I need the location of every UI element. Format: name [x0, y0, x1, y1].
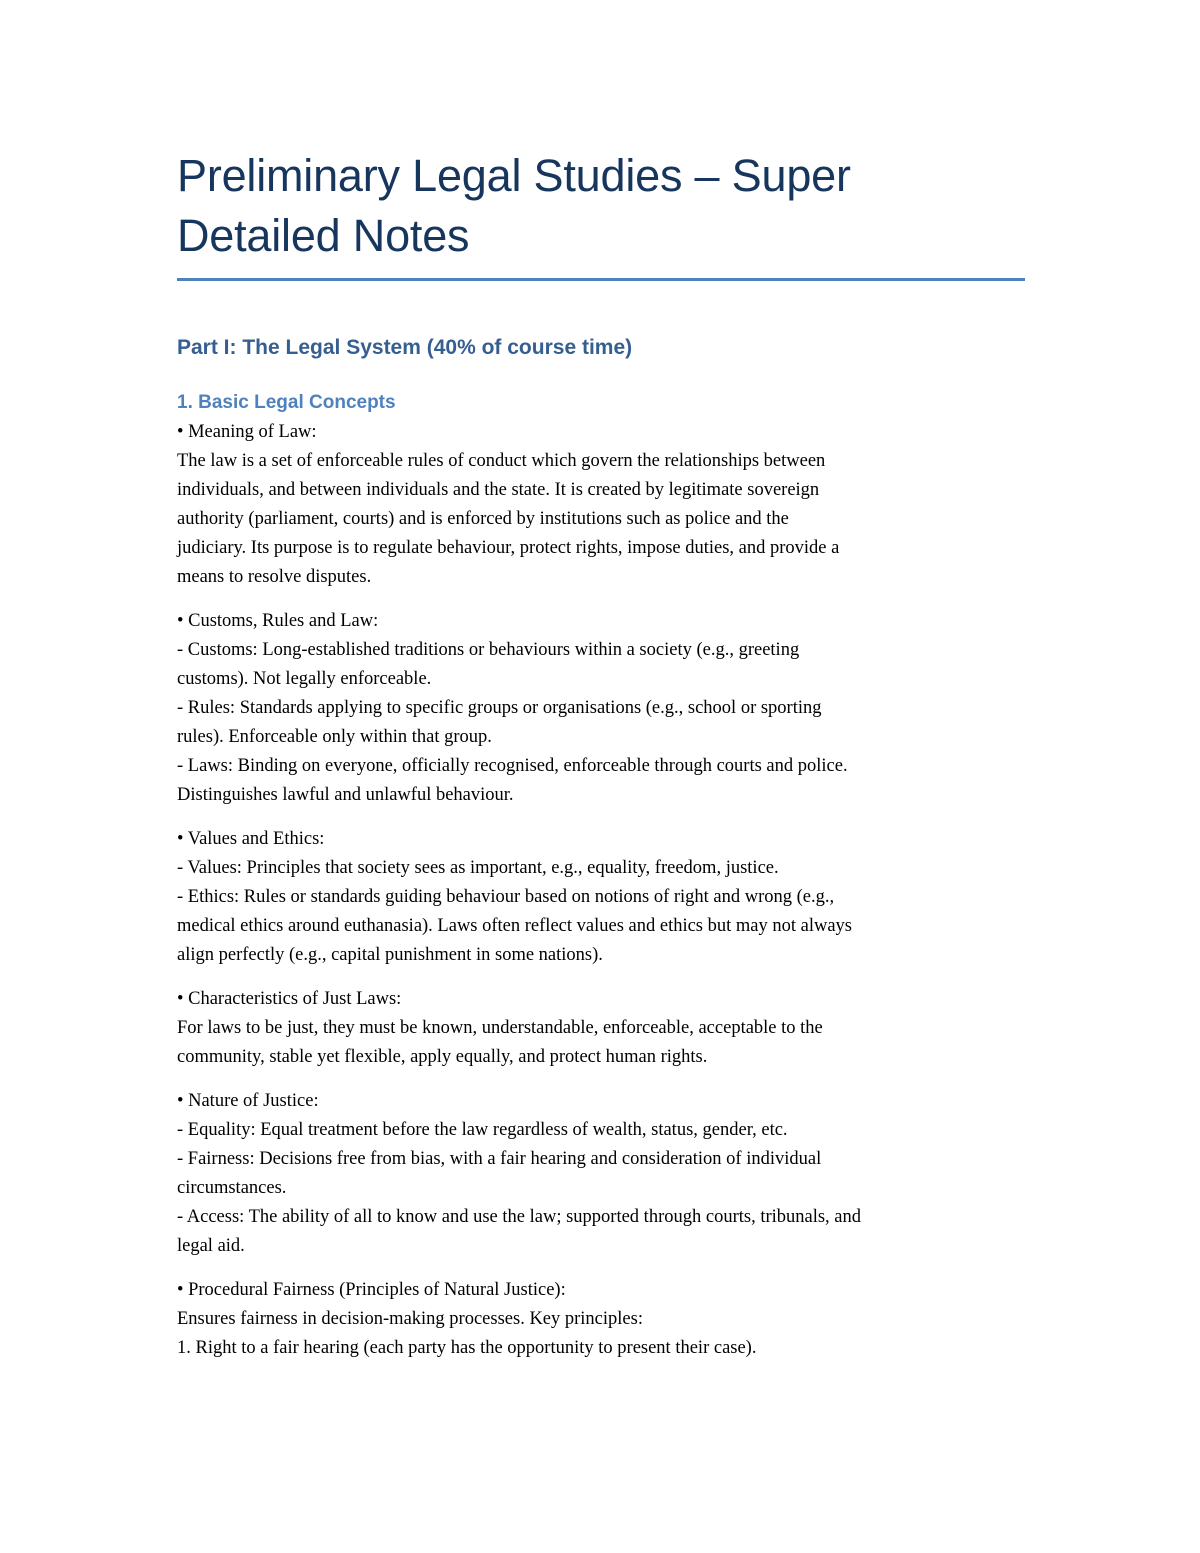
block-procedural-fairness [177, 1276, 1027, 1363]
block-line: legal aid. [177, 1236, 245, 1256]
block-line: - Ethics: Rules or standards guiding behaviour based on notions of right and wrong (e.g., [177, 887, 835, 907]
block-line: means to resolve disputes. [177, 567, 372, 587]
block-line: For laws to be just, they must be known, understandable, enforceable, acceptable to the [177, 1018, 823, 1038]
document-title-line-1: Preliminary Legal Studies – Super [177, 150, 851, 201]
block-line: 1. Right to a fair hearing (each party has the opportunity to present their case). [177, 1338, 757, 1358]
block-line: authority (parliament, courts) and is enforced by institutions such as police and the [177, 509, 789, 529]
block-line: community, stable yet flexible, apply equally, and protect human rights. [177, 1047, 708, 1067]
document-title-line-2: Detailed Notes [177, 210, 470, 261]
block-line: - Equality: Equal treatment before the law regardless of wealth, status, gender, etc. [177, 1120, 788, 1140]
document-title [177, 146, 1027, 266]
block-customs-rules-law [177, 607, 1027, 810]
block-line: align perfectly (e.g., capital punishment in some nations). [177, 945, 603, 965]
block-line: Ensures fairness in decision-making processes. Key principles: [177, 1309, 643, 1329]
block-line: • Nature of Justice: [177, 1091, 319, 1111]
document-body [177, 146, 1027, 1363]
section-heading: 1. Basic Legal Concepts [177, 392, 396, 413]
block-line: - Values: Principles that society sees as important, e.g., equality, freedom, justice. [177, 858, 779, 878]
block-line: The law is a set of enforceable rules of conduct which govern the relationships between [177, 451, 826, 471]
block-values-and-ethics [177, 825, 1027, 970]
block-line: - Access: The ability of all to know and use the law; supported through courts, tribunals, and [177, 1207, 862, 1227]
block-line: - Customs: Long-established traditions or behaviours within a society (e.g., greeting [177, 640, 800, 660]
block-line: • Values and Ethics: [177, 829, 325, 849]
block-characteristics-of-just-laws [177, 985, 1027, 1072]
block-line: circumstances. [177, 1178, 287, 1198]
block-line: rules). Enforceable only within that group. [177, 727, 492, 747]
block-nature-of-justice [177, 1087, 1027, 1261]
block-meaning-of-law [177, 418, 1027, 592]
block-line: • Characteristics of Just Laws: [177, 989, 402, 1009]
block-line: individuals, and between individuals and the state. It is created by legitimate sovereign [177, 480, 820, 500]
block-line: Distinguishes lawful and unlawful behaviour. [177, 785, 514, 805]
block-line: customs). Not legally enforceable. [177, 669, 432, 689]
block-line: - Fairness: Decisions free from bias, with a fair hearing and consideration of individual [177, 1149, 822, 1169]
block-line: - Rules: Standards applying to specific groups or organisations (e.g., school or sporting [177, 698, 822, 718]
block-line: judiciary. Its purpose is to regulate behaviour, protect rights, impose duties, and provide a [177, 538, 840, 558]
title-underline-rule [177, 278, 1025, 281]
part-heading: Part I: The Legal System (40% of course time) [177, 336, 633, 359]
block-line: - Laws: Binding on everyone, officially recognised, enforceable through courts and police. [177, 756, 848, 776]
block-line: medical ethics around euthanasia). Laws often reflect values and ethics but may not always [177, 916, 853, 936]
block-line: • Procedural Fairness (Principles of Natural Justice): [177, 1280, 566, 1300]
block-line: • Meaning of Law: [177, 422, 317, 442]
block-line: • Customs, Rules and Law: [177, 611, 379, 631]
